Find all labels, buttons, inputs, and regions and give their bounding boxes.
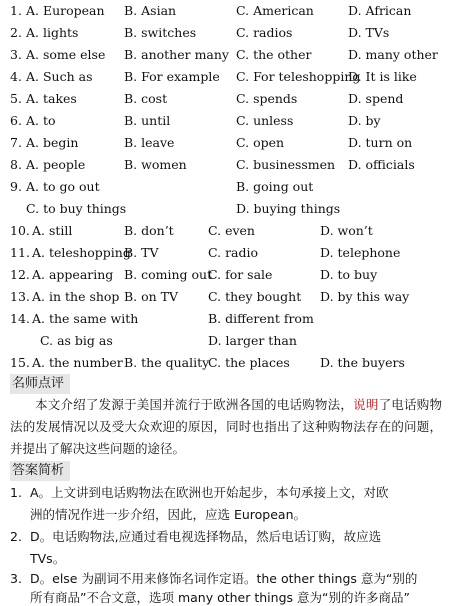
option-b: B. women	[124, 157, 187, 172]
option-d: D. spend	[348, 91, 404, 106]
answer-item-1	[10, 482, 442, 526]
answer-text: D。电话购物法,应通过看电视选择物品，然后电话订购，故应选	[30, 529, 382, 544]
option-c: C. the places	[208, 355, 290, 370]
question-2	[10, 23, 442, 43]
option-d: D. many other	[348, 47, 438, 62]
option-b: B. the quality	[124, 355, 210, 370]
question-13	[10, 287, 442, 307]
answer-item-3	[10, 568, 442, 606]
question-4	[10, 67, 442, 87]
option-a: A. the number	[32, 355, 123, 370]
answer-number: 1.	[10, 485, 22, 500]
option-c: C. as big as	[40, 333, 113, 348]
option-d: D. by this way	[320, 289, 410, 304]
option-c: C. radio	[208, 245, 259, 260]
answer-continuation: 洲的情况作进一步介绍，因此，应选 European。	[30, 507, 307, 522]
question-11	[10, 243, 442, 263]
option-c: C. open	[236, 135, 285, 150]
answer-continuation: 所有商品”不合文意，选项 many other things 意为“别的许多商品”	[30, 590, 410, 605]
question-number: 9.	[10, 179, 22, 194]
option-b: B. TV	[124, 245, 159, 260]
option-b: B. Asian	[124, 3, 177, 18]
answer-number: 2.	[10, 529, 22, 544]
question-15	[10, 353, 442, 373]
question-6	[10, 111, 442, 131]
question-1	[10, 1, 442, 21]
question-number: 12.	[10, 267, 30, 282]
option-a: A. European	[26, 3, 105, 18]
question-number: 14.	[10, 311, 30, 326]
question-number: 8.	[10, 157, 22, 172]
comment-title: 名师点评	[10, 374, 70, 394]
question-number: 11.	[10, 245, 30, 260]
option-d: D. buying things	[236, 201, 341, 216]
question-10	[10, 221, 442, 241]
option-a: A. lights	[26, 25, 79, 40]
option-b: B. going out	[236, 179, 314, 194]
option-c: C. American	[236, 3, 314, 18]
comment-text-red: 说明	[353, 397, 379, 412]
option-d: D. to buy	[320, 267, 378, 282]
option-a: A. to go out	[26, 179, 100, 194]
question-number: 10.	[10, 223, 30, 238]
answer-number: 3.	[10, 571, 22, 586]
option-c: C. businessmen	[236, 157, 336, 172]
option-c: C. they bought	[208, 289, 302, 304]
answers-title: 答案简析	[10, 461, 70, 481]
option-c: C. spends	[236, 91, 298, 106]
option-a: A. in the shop	[32, 289, 120, 304]
comment-text-before: 本文介绍了发源于美国并流行于欧洲各国的电话购物法，	[35, 397, 354, 412]
option-b: B. different from	[208, 311, 314, 326]
question-number: 1.	[10, 3, 22, 18]
question-12	[10, 265, 442, 285]
option-d: D. African	[348, 3, 412, 18]
option-c: C. radios	[236, 25, 293, 40]
comment-text-after: 了电话购物法的发展情况以及受大众欢迎的原因，同时也指出了这种购物法存在的问题，并提出了解决这些问题的途径。	[10, 397, 442, 456]
question-3	[10, 45, 442, 65]
answer-item-2	[10, 526, 442, 570]
option-b: B. on TV	[124, 289, 179, 304]
option-d: D. won’t	[320, 223, 373, 238]
option-b: B. until	[124, 113, 171, 128]
comment-paragraph	[10, 394, 442, 460]
question-5	[10, 89, 442, 109]
option-c: C. even	[208, 223, 255, 238]
question-9	[10, 177, 442, 221]
option-b: B. For example	[124, 69, 220, 84]
option-a: A. the same with	[32, 311, 139, 326]
option-d: D. telephone	[320, 245, 401, 260]
option-a: A. some else	[26, 47, 106, 62]
question-7	[10, 133, 442, 153]
option-a: A. teleshopping	[32, 245, 131, 260]
option-b: B. cost	[124, 91, 168, 106]
question-number: 7.	[10, 135, 22, 150]
option-b: B. coming out	[124, 267, 213, 282]
answer-continuation: TVs。	[30, 551, 66, 566]
option-a: A. appearing	[32, 267, 114, 282]
option-d: D. officials	[348, 157, 415, 172]
question-14	[10, 309, 442, 353]
option-b: B. another many	[124, 47, 229, 62]
option-a: A. takes	[26, 91, 77, 106]
option-c: C. unless	[236, 113, 294, 128]
question-8	[10, 155, 442, 175]
option-a: A. to	[26, 113, 56, 128]
option-d: D. TVs	[348, 25, 390, 40]
option-a: A. Such as	[26, 69, 93, 84]
option-d: D. It is like	[348, 69, 417, 84]
answer-text: A。上文讲到电话购物法在欧洲也开始起步，本句承接上文，对欧	[30, 485, 389, 500]
question-number: 5.	[10, 91, 22, 106]
option-d: D. the buyers	[320, 355, 405, 370]
option-c: C. the other	[236, 47, 312, 62]
question-number: 2.	[10, 25, 22, 40]
option-c: C. For teleshopping	[236, 69, 361, 84]
option-d: D. by	[348, 113, 381, 128]
option-c: C. to buy things	[26, 201, 127, 216]
question-number: 4.	[10, 69, 22, 84]
question-number: 13.	[10, 289, 30, 304]
question-number: 6.	[10, 113, 22, 128]
option-b: B. don’t	[124, 223, 174, 238]
option-a: A. people	[26, 157, 86, 172]
question-number: 3.	[10, 47, 22, 62]
option-d: D. larger than	[208, 333, 297, 348]
option-c: C. for sale	[208, 267, 273, 282]
option-a: A. still	[32, 223, 73, 238]
option-a: A. begin	[26, 135, 79, 150]
answer-text: D。else 为副词不用来修饰名词作定语。the other things 意为“别的	[30, 571, 418, 586]
option-b: B. leave	[124, 135, 175, 150]
option-b: B. switches	[124, 25, 197, 40]
question-number: 15.	[10, 355, 30, 370]
option-d: D. turn on	[348, 135, 413, 150]
